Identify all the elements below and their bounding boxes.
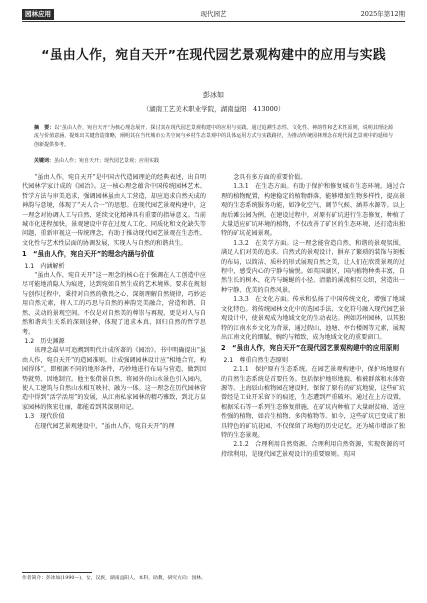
body-paragraph: 该理念最早可追溯到明代计成所著的《园冶》。书中明确提出“虽由人作，宛自天开”的造园准则。计成强调园林设计应“相地合宜，构园得体”，即根据不同的地形条件，巧妙地进行布局与营造，做到因势就势、因地制宜。他主张借景自然，将园外的山水景色引入园内，使人工建筑与自然山水相互映衬、融为一体。这一理念在历代园林营造中得到“活学活用”的发展，从江南私家园林的精巧雅致，到北方皇家园林的恢宏壮丽，都能看到其深刻印记。 xyxy=(22,347,206,411)
body-paragraph: 1.3.1 在生态方面。有助于保护和修复城市生态环境。通过合理的植物配置，构建稳定的植物群落，能够增加生物多样性，提高景观的生态系统服务功能，如净化空气、调节气候、涵养水源等。以上海后滩公园为例，在建设过程中，对原有矿坑进行生态修复，种植了大量适应矿坑环境的植物，不仅改善了矿区的生态环境，还打造出独特的矿坑花园景观。 xyxy=(221,183,405,238)
keywords-text: 虽由人作；宛自天开；现代园艺景观；应用实践 xyxy=(54,158,160,164)
section-heading: 1 “虽由人作，宛自天开”的理念内涵与价值 xyxy=(22,250,154,259)
abstract-label: 摘 要： xyxy=(34,125,55,131)
abstract xyxy=(34,124,393,149)
body-paragraph: 2.1.2 合理利用自然资源。合理利用自然资源，实现资源的可持续利用，是现代园艺景观设计的重要原则。英国 xyxy=(221,441,405,458)
header-rule xyxy=(22,21,405,22)
subsection-heading: 2.1 尊重自然生态原则 xyxy=(223,356,288,364)
body-paragraph: 2.1.1 保护原有生态系统。在园艺景观构建中，保护场地原有的自然生态系统是首要任务。包括保护地形地貌、植被群落和水体资源等。上海辰山植物园在建设时，保留了原有的矿坑地貌，这些矿坑曾经是工业开采留下的痕迹，生态遭到严重破坏。通过在上方设置，根据采石等一系列生态修复措施，在矿坑内种植了大量耐贫瘠、适应性强的植物，如岩生植物、多肉植物等。如今，这些矿坑已变成了独具特色的矿坑花园，不仅保留了场地的历史记忆，还为城市增添了独特的生态景观。 xyxy=(221,366,405,439)
subsection-heading: 1.2 历史渊源 xyxy=(24,337,65,345)
journal-name: 现代园艺 xyxy=(200,10,227,18)
left-column xyxy=(22,173,206,568)
article-title: “虽由人作，宛自天开”在现代园艺景观构建中的应用与实践 xyxy=(41,48,386,63)
body-paragraph: 念具有多方面的重要价值。 xyxy=(233,174,307,181)
body-paragraph: “虽由人作，宛自天开”是中国古代造园理论的经典表述，出自明代园林学家计成的《园冶》。这一核心理念蕴含中国传统园林艺术、哲学方法与审美追求，强调园林虽由人工营造，却应追求自然天成的神韵与意境，体现了“天人合一”的思想。在现代园艺景观构建中，这一理念对协调人工与自然、延续文化精神具有重要的指导意义。当前城市化进程加快，景观建设中存在过度人工化、同质化和文化缺失等问题，重新审视这一传统理念，有助于推动现代园艺景观在生态性、文化性与艺术性层面的协调发展，实现人与自然的和谐共生。 xyxy=(22,174,206,247)
author-footnote: 作者简介：彭冰如(1990—)，女，汉族，湖南益阳人，本科，助教，研究方向：园林。 xyxy=(22,576,206,581)
subsection-heading: 1.1 内涵解析 xyxy=(24,262,65,270)
page-header xyxy=(22,9,405,20)
body-paragraph: 在现代园艺景观建设中，“虽由人作，宛自天开”的理 xyxy=(34,422,175,430)
keywords xyxy=(34,157,393,165)
issue-label: 2025年第12期 xyxy=(360,10,405,18)
column-badge: 园林应用 xyxy=(22,9,54,20)
abstract-text: 以“虽由人作，宛自天开”为核心理念展开，探讨其在现代园艺景观构建中的应用与实践。通过追溯生态性、文化性、神韵性和艺术性原则，说明其理论源流与价值意涵，提炼出关键营造策略，阐明其在当代城市公共空间与乡村生态景观中的具体运用方式与实践路径，为推动传统园林理念在现代园艺景观中的延续与创新提供参考。 xyxy=(34,125,393,148)
body-paragraph: 1.3.3 在文化方面。传承和弘扬了中国传统文化，增强了地域文化特色。将传统园林文化中的选园手法、文化符号融入现代园艺景观设计中，使景观成为地域文化的生动表达。例如苏州园林，以其独特的江南水乡文化为背景，通过假山、池塘、亭台楼阁等元素，展现出江南文化的细腻、婉约与精致，成为地域文化的重要窗口。 xyxy=(221,296,405,341)
subsection-heading: 1.3 现代价值 xyxy=(24,413,65,421)
author-affiliation: （湖南工艺美术职业学院，湖南益阳 413000） xyxy=(142,105,285,113)
body-paragraph: “虽由人作，宛自天开”这一理念的核心在于强调在人工创造中应尽可能地消隐人为痕迹，达到宛如自然生成的艺术境界。要求在规划与创作过程中，秉持对自然的敬畏之心，深刻理解自然规律，巧妙运用自然元素，将人工的巧思与自然的神韵完美融合，营造和谐、自然、灵动的景观空间。不仅是对自然美的尊崇与再现，更是对人与自然和谐共生关系的深刻诠释，体现了追求本真、回归自然的哲学思考。 xyxy=(22,272,206,336)
author-name: 彭冰如 xyxy=(203,91,224,99)
right-column xyxy=(221,173,405,568)
keywords-label: 关键词： xyxy=(34,158,55,164)
body-paragraph: 1.3.2 在美学方面。这一理念能营造自然、和谐的景观氛围，满足人们对美的追求。自然式的景观设计，摒弃了繁琐的装饰与刻板的布局，以简洁、质朴的形式展现自然之美，让人们在欣赏景观的过程中，感受内心的宁静与愉悦。如英国湖区，国内植物种类丰富，自然生长的树木、花卉与蜿蜒的小径、清澈的溪流相互交织，营造出一种宁静、优美的自然风景。 xyxy=(221,239,405,294)
section-heading: 2 “虽由人作，宛自天开”在现代园艺景观构建中的应用原则 xyxy=(221,344,400,353)
footnote-rule xyxy=(22,572,92,573)
